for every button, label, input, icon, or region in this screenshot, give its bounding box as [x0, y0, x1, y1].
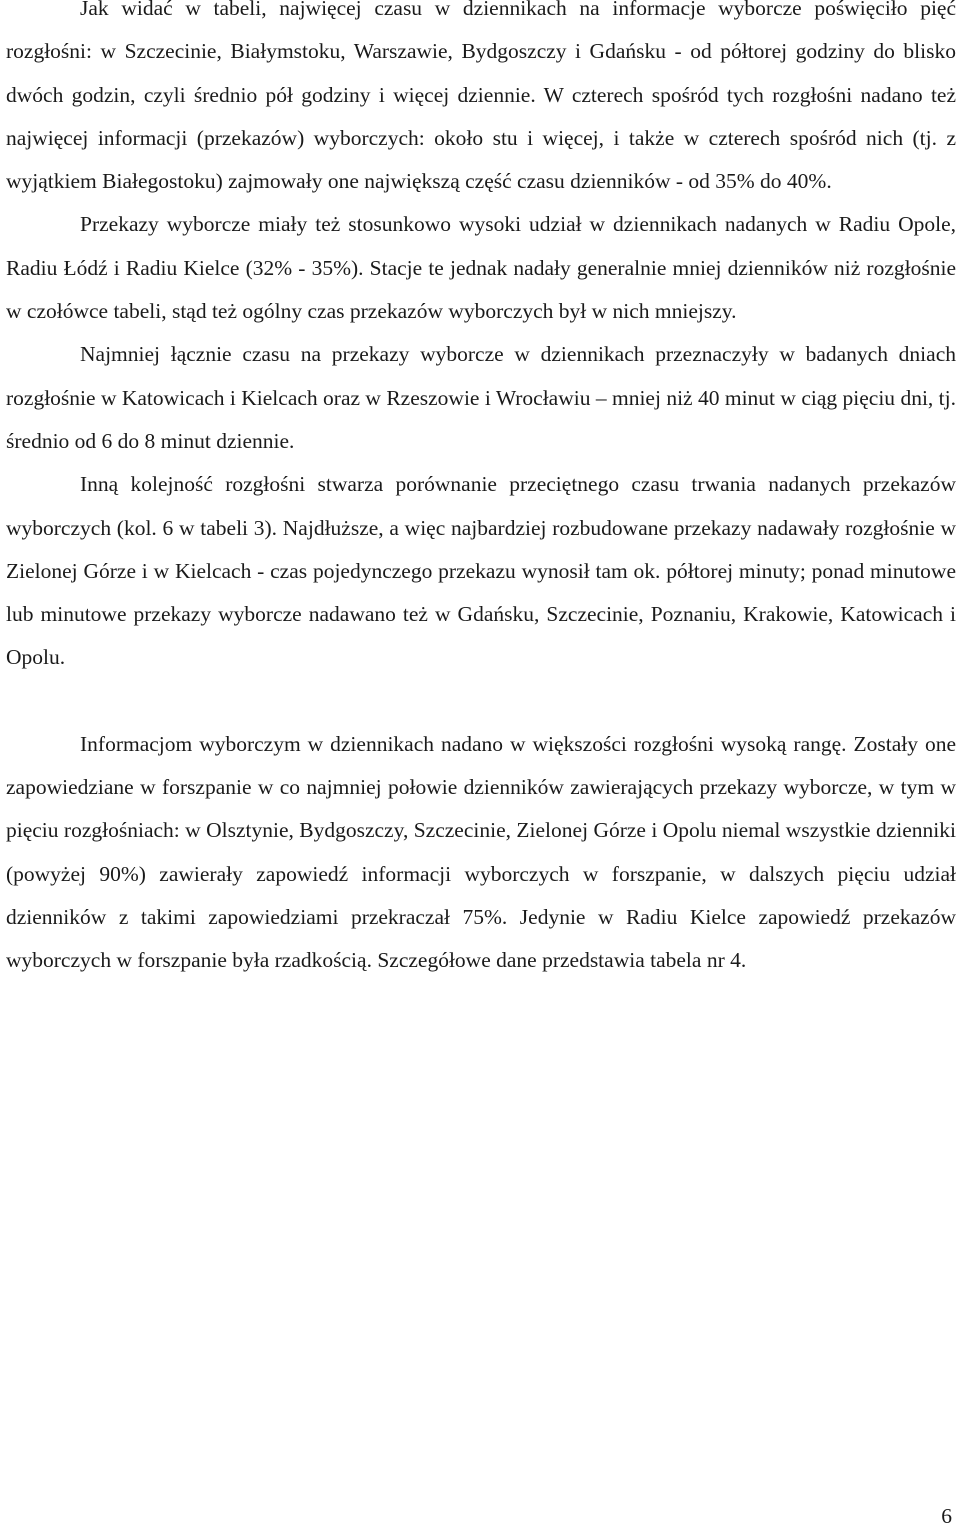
document-page [6, 0, 956, 983]
paragraph-gap [6, 680, 956, 723]
paragraph-share-of-news: Przekazy wyborcze miały też stosunkowo wysoki udział w dziennikach nadanych w Radiu Opole, Radiu Łódź i Radiu Kielce (32% - 35%). Stacje te jednak nadały generalnie mniej dzienników niż rozgłośnie w czołówce tabeli, stąd też ogólny czas przekazów wyborczych był w nich mniejszy. [6, 212, 956, 324]
paragraph-average-duration: Inną kolejność rozgłośni stwarza porównanie przeciętnego czasu trwania nadanych przekazów wyborczych (kol. 6 w tabeli 3). Najdłuższe, a więc najbardziej rozbudowane przekazy nadawały rozgłośnie w Zielonej Górze i w Kielcach - czas pojedynczego przekazu wynosił tam ok. półtorej minuty; ponad minutowe lub minutowe przekazy wyborcze nadawano też w Gdańsku, Szczecinie, Poznaniu, Krakowie, Katowicach i Opolu. [6, 472, 956, 670]
page-number: 6 [941, 1504, 952, 1528]
paragraph-least-time: Najmniej łącznie czasu na przekazy wyborcze w dziennikach przeznaczyły w badanych dniach rozgłośnie w Katowicach i Kielcach oraz w Rzeszowie i Wrocławiu – mniej niż 40 minut w ciąg pięciu dni, tj. średnio od 6 do 8 minut dziennie. [6, 342, 956, 453]
paragraph-radio-time: Jak widać w tabeli, najwięcej czasu w dziennikach na informacje wyborcze poświęciło pięć rozgłośni: w Szczecinie, Białymstoku, Warszawie, Bydgoszczy i Gdańsku - od półtorej godziny do blisko dwóch godzin, czyli średnio pół godziny i więcej dziennie. W czterech spośród tych rozgłośni nadano też najwięcej informacji (przekazów) wyborczych: około stu i więcej, i także w czterech spośród nich (tj. z wyjątkiem Białegostoku) zajmowały one największą część czasu dzienników - od 35% do 40%. [6, 0, 956, 194]
paragraph-rank-announcements: Informacjom wyborczym w dziennikach nadano w większości rozgłośni wysoką rangę. Zostały one zapowiedziane w forszpanie w co najmniej połowie dzienników zawierających przekazy wyborcze, w tym w pięciu rozgłośniach: w Olsztynie, Bydgoszczy, Szczecinie, Zielonej Górze i Opolu niemal wszystkie dzienniki (powyżej 90%) zawierały zapowiedź informacji wyborczych w forszpanie, w dalszych pięciu udział dzienników z takimi zapowiedziami przekraczał 75%. Jedynie w Radiu Kielce zapowiedź przekazów wyborczych w forszpanie była rzadkością. Szczegółowe dane przedstawia tabela nr 4. [6, 731, 956, 973]
